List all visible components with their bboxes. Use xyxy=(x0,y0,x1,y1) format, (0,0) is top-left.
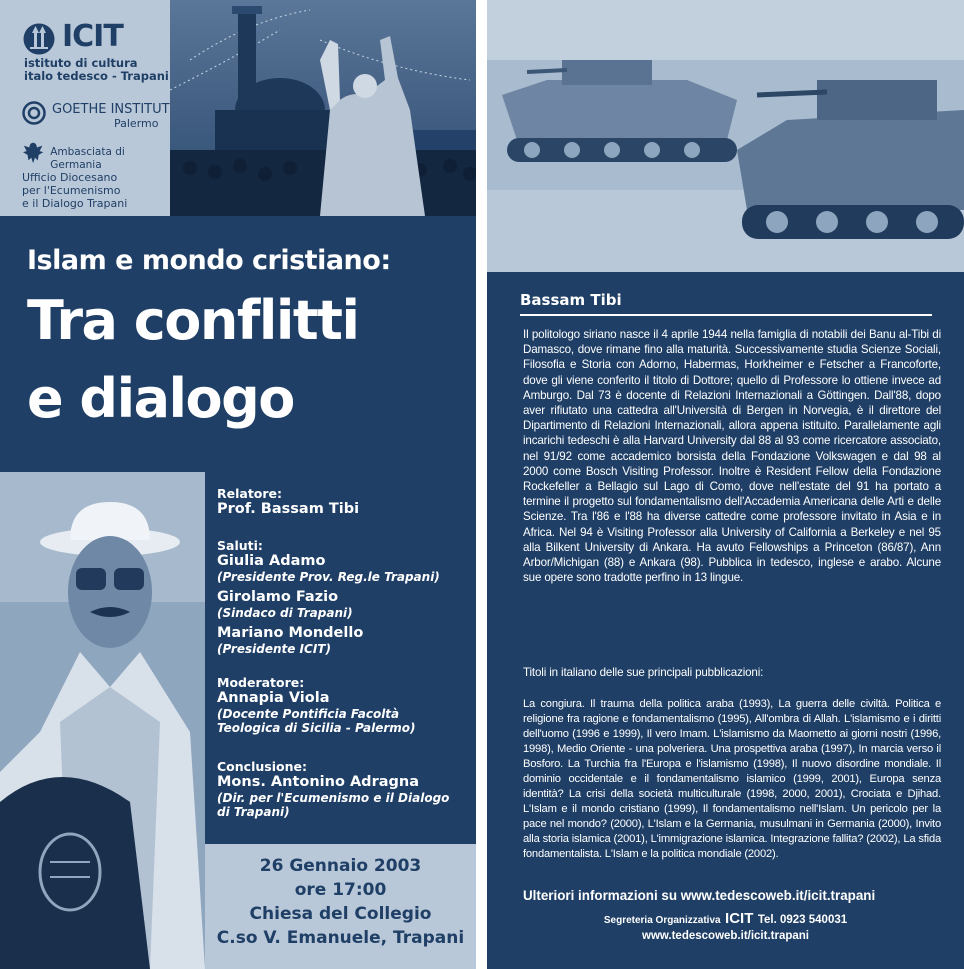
more-info-line: Ulteriori informazioni su www.tedescoweb.it/icit.trapani xyxy=(523,888,876,903)
moderatore-name: Annapia Viola xyxy=(217,690,330,706)
moderatore-role: Teologica di Sicilia - Palermo) xyxy=(217,721,416,735)
event-time: ore 17:00 xyxy=(294,880,387,900)
bio-heading-rule xyxy=(520,314,932,316)
secretary-label: Segreteria Organizzativa xyxy=(603,915,721,926)
event-title-line-2: e dialogo xyxy=(27,367,294,430)
conclusione-section xyxy=(217,760,449,819)
goethe-logo xyxy=(22,101,170,130)
saluti-role: (Sindaco di Trapani) xyxy=(217,606,353,620)
moderatore-role: (Docente Pontificia Facoltà xyxy=(217,707,400,721)
website-url: www.tedescoweb.it/icit.trapani xyxy=(642,930,809,942)
saluti-name: Giulia Adamo xyxy=(217,553,326,569)
saluti-role: (Presidente ICIT) xyxy=(217,642,331,656)
saluti-label: Saluti: xyxy=(217,538,263,553)
relatore-section xyxy=(217,487,359,518)
publications-title: Titoli in italiano delle sue principali pubblicazioni: xyxy=(523,666,764,679)
icit-line-2: italo tedesco - Trapani xyxy=(24,69,169,83)
goethe-name: GOETHE INSTITUT xyxy=(52,102,170,117)
icit-name: ICIT xyxy=(62,19,123,54)
event-flyer-front xyxy=(0,0,476,969)
event-title-line-1: Tra conflitti xyxy=(27,289,359,352)
relatore-name: Prof. Bassam Tibi xyxy=(217,501,360,517)
conclusione-label: Conclusione: xyxy=(217,759,307,774)
event-flyer-back xyxy=(487,0,964,969)
saluti-name: Mariano Mondello xyxy=(217,625,364,641)
secretary-phone: Tel. 0923 540031 xyxy=(757,914,848,926)
office-line-1: Ufficio Diocesano xyxy=(22,171,118,184)
secretary-icit: ICIT xyxy=(725,910,754,927)
icit-emblem-icon xyxy=(22,22,56,56)
event-venue: Chiesa del Collegio xyxy=(249,904,432,924)
bio-heading: Bassam Tibi xyxy=(520,291,622,309)
sponsor-logos xyxy=(0,0,170,216)
saluti-role: (Presidente Prov. Reg.le Trapani) xyxy=(217,570,440,584)
saluti-name: Girolamo Fazio xyxy=(217,589,339,605)
icit-line-1: istituto di cultura xyxy=(24,56,138,70)
event-info xyxy=(205,844,476,969)
moderatore-section xyxy=(217,676,416,735)
speaker-portrait-mural xyxy=(0,472,205,969)
publications-list: La congiura. Il trauma della politica araba (1993), La guerra delle civiltà. Politica e religione fra ragione e fondamentalismo (1995), All'ombra di Allah. L'islamismo e i diritti dell'uomo (1996 e 1999), Il vero Imam. L'islamismo da Maometto ai giorni nostri (1996, 1998), Medio Oriente - una polveriera. Una prospettiva araba (1997), In marcia verso il Bosforo. La Turchia fra l'Europa e l'islamismo (1998), Il nuovo disordine mondiale. Il dominio occidentale e il fondamentalismo islamico (1999, 2001), Europa senza identità? La crisi della società multiculturale (1998, 2000, 2001), Crociata e Djihad. L'Islam e il mondo cristiano (1999), Il fondamentalismo nell'Islam. Un pericolo per la pace nel mondo? (2000), L'Islam e la Germania, musulmani in Germania (2000), Invito alla storia islamica (2001), L'immigrazione islamica. Integrazione fallita? (2002), La sfida fondamentalista. L'Islam e la politica mondiale (2002). xyxy=(523,698,941,860)
embassy-logo xyxy=(22,140,170,172)
mosque-crowd-photo xyxy=(170,0,476,216)
bio-text: Il politologo siriano nasce il 4 aprile 1944 nella famiglia di notabili dei Banu al-Tibi di Damasco, dove rimane fino alla maturità. Successivamente studia Scienze Sociali, Filosofia e Storia con Adorno, Habermas, Horkheimer e Fetscher a Francoforte, dove gli viene conferito il titolo di Dottore; quello di Professore lo ottiene invece ad Amburgo. Dal 73 è docente di Relazioni Internazionali a Göttingen. Dall'88, dopo aver rifiutato una cattedra all'Università di Bergen in Norvegia, è il direttore del Dipartimento di Relazioni Internazionali, allora appena istituito. Parallelamente agli incarichi tedeschi è alla Harvard University dal 88 al 93 come ricercatore associato, nel 91/92 come accademico borsista della Fondazione Volkswagen e dal 98 al 2000 come Bosch Visiting Professor. Inoltre è Resident Fellow della Fondazione Rockefeller a Bellagio sul Lago di Como, dove nell'estate del 91 ha portato a termine il progetto sul fondamentalismo dell'Accademia Americana delle Arti e delle Scienze. Tra l'86 e l'88 ha diverse cattedre come professore invitato in Asia e in Africa. Nel 94 è Visiting Professor alla University of California a Berkeley e nel 95 alla Bilkent University di Ankara. Ha avuto Fellowships a Princeton (86/87), Ann Arbor/Michigan (88) e Ankara (98). Pubblica in tedesco, inglese e arabo. Alcune sue opere sono tradotte perfino in 13 lingue. xyxy=(523,328,941,585)
icit-logo xyxy=(22,19,123,56)
embassy-name: Ambasciata di Germania xyxy=(50,146,125,171)
conclusione-name: Mons. Antonino Adragna xyxy=(217,774,419,790)
relatore-label: Relatore: xyxy=(217,486,283,501)
goethe-city: Palermo xyxy=(114,117,159,130)
conclusione-role: (Dir. per l'Ecumenismo e il Dialogo xyxy=(217,791,450,805)
event-address: C.so V. Emanuele, Trapani xyxy=(216,928,465,948)
tanks-photo xyxy=(487,0,964,272)
german-eagle-icon xyxy=(22,140,44,166)
office-line-2: per l'Ecumenismo xyxy=(22,184,121,197)
secretary-line xyxy=(487,910,964,928)
moderatore-label: Moderatore: xyxy=(217,675,305,690)
conclusione-role: di Trapani) xyxy=(217,805,290,819)
saluti-section xyxy=(217,539,440,656)
icit-description xyxy=(24,57,169,83)
event-date: 26 Gennaio 2003 xyxy=(259,856,422,876)
program-details xyxy=(205,472,476,844)
diocesan-office xyxy=(22,171,127,210)
goethe-emblem-icon xyxy=(22,101,46,125)
office-line-3: e il Dialogo Trapani xyxy=(22,197,128,210)
event-subtitle: Islam e mondo cristiano: xyxy=(27,245,391,276)
